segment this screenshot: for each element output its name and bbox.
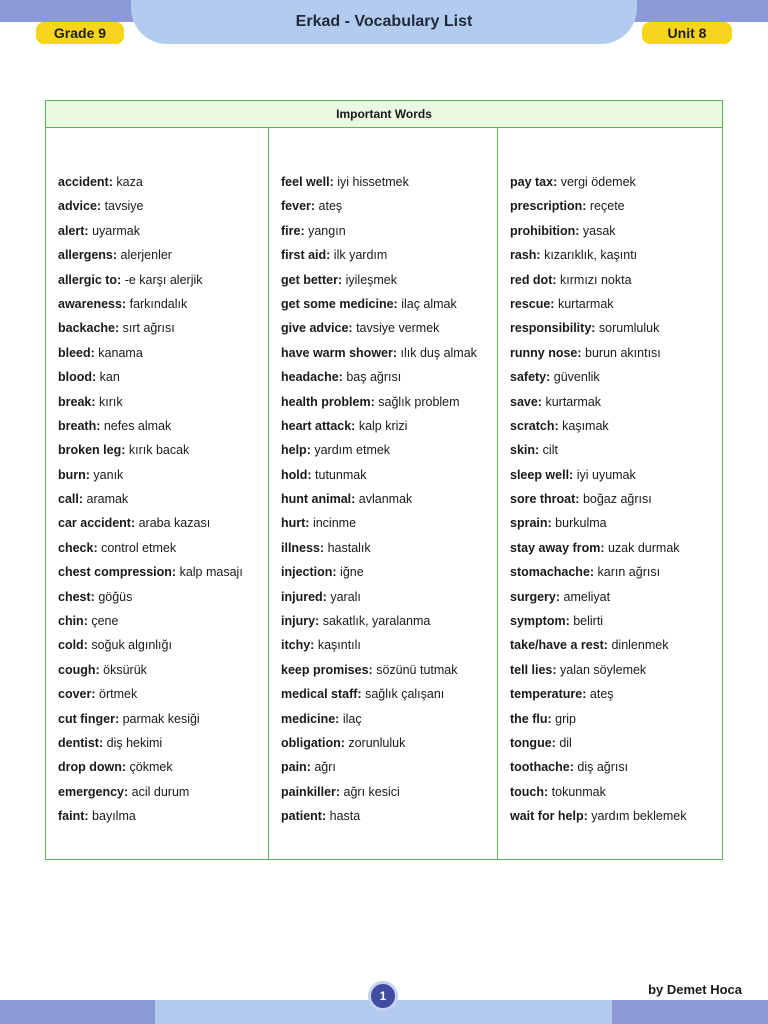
vocabulary-word: fever: — [281, 199, 316, 214]
vocabulary-word: sore throat: — [510, 492, 580, 507]
vocabulary-word: touch: — [510, 784, 549, 799]
vocabulary-word: drop down: — [58, 760, 127, 775]
vocabulary-entry — [58, 292, 268, 316]
vocabulary-meaning: diş ağrısı — [577, 760, 629, 775]
vocabulary-entry — [510, 243, 722, 267]
vocabulary-meaning: yalan söylemek — [560, 662, 647, 677]
top-band-right — [628, 0, 768, 22]
vocabulary-meaning: aramak — [86, 492, 129, 507]
vocabulary-meaning: sorumluluk — [598, 321, 660, 336]
vocabulary-entry — [510, 292, 722, 316]
vocabulary-entry — [510, 536, 722, 560]
vocabulary-meaning: yanık — [93, 467, 124, 482]
vocabulary-meaning: parmak kesiği — [122, 711, 200, 726]
vocabulary-meaning: iğne — [340, 565, 364, 580]
vocabulary-entry — [58, 585, 268, 609]
vocabulary-meaning: karın ağrısı — [597, 565, 661, 580]
vocabulary-entry — [281, 268, 497, 292]
vocabulary-meaning: -e karşı alerjik — [124, 272, 203, 287]
vocabulary-word: cough: — [58, 662, 100, 677]
vocabulary-word: cold: — [58, 638, 88, 653]
vocabulary-entry — [281, 682, 497, 706]
vocabulary-meaning: vergi ödemek — [560, 175, 636, 189]
vocabulary-word: medical staff: — [281, 687, 362, 702]
vocabulary-meaning: nefes almak — [103, 418, 172, 433]
vocabulary-entry — [510, 780, 722, 804]
vocabulary-entry — [58, 707, 268, 731]
vocabulary-meaning: kalp masajı — [179, 565, 243, 580]
vocabulary-columns — [46, 128, 722, 859]
vocabulary-entry — [58, 682, 268, 706]
vocabulary-word: first aid: — [281, 248, 331, 263]
vocabulary-entry — [58, 536, 268, 560]
vocabulary-meaning: diş hekimi — [106, 735, 163, 750]
vocabulary-entry — [281, 658, 497, 682]
vocabulary-word: get better: — [281, 272, 343, 287]
vocabulary-meaning: incinme — [312, 516, 357, 531]
vocabulary-word: chest: — [58, 589, 95, 604]
page-title: Erkad - Vocabulary List — [295, 13, 473, 30]
vocabulary-entry — [510, 341, 722, 365]
vocabulary-entry — [281, 755, 497, 779]
vocabulary-word: injection: — [281, 565, 337, 580]
vocabulary-meaning: soğuk algınlığı — [91, 638, 172, 653]
vocabulary-meaning: sakatlık, yaralanma — [322, 614, 431, 629]
vocabulary-meaning: örtmek — [99, 687, 138, 702]
vocabulary-meaning: uyarmak — [92, 223, 140, 238]
vocabulary-entry — [58, 780, 268, 804]
vocabulary-word: headache: — [281, 370, 343, 385]
vocabulary-entry — [510, 268, 722, 292]
vocabulary-meaning: sırt ağrısı — [122, 321, 175, 336]
vocabulary-box — [45, 100, 723, 860]
vocabulary-entry — [58, 390, 268, 414]
vocabulary-word: rescue: — [510, 296, 555, 311]
vocabulary-entry — [510, 390, 722, 414]
vocabulary-meaning: kan — [99, 370, 120, 385]
vocabulary-word: heart attack: — [281, 418, 356, 433]
vocabulary-meaning: hasta — [329, 809, 361, 824]
vocabulary-meaning: dinlenmek — [611, 638, 669, 653]
vocabulary-meaning: yardım etmek — [314, 443, 391, 458]
vocabulary-word: pay tax: — [510, 175, 558, 189]
vocabulary-entry — [510, 463, 722, 487]
vocabulary-word: stomachache: — [510, 565, 595, 580]
vocabulary-meaning: iyi uyumak — [576, 467, 636, 482]
vocabulary-meaning: bayılma — [92, 809, 136, 824]
vocabulary-meaning: kızarıklık, kaşıntı — [544, 248, 638, 263]
vocabulary-entry — [510, 365, 722, 389]
vocabulary-meaning: acil durum — [131, 784, 190, 799]
vocabulary-word: rash: — [510, 248, 541, 263]
vocabulary-meaning: iyi hissetmek — [337, 175, 409, 189]
vocabulary-word: accident: — [58, 175, 113, 189]
top-band-left — [0, 0, 140, 22]
vocabulary-word: injury: — [281, 614, 320, 629]
vocabulary-word: advice: — [58, 199, 102, 214]
vocabulary-word: cover: — [58, 687, 96, 702]
vocabulary-meaning: yasak — [582, 223, 616, 238]
vocabulary-meaning: araba kazası — [138, 516, 211, 531]
vocabulary-word: skin: — [510, 443, 540, 458]
vocabulary-word: safety: — [510, 370, 551, 385]
vocabulary-entry — [281, 560, 497, 584]
vocabulary-meaning: burkulma — [555, 516, 607, 531]
vocabulary-meaning: kaşımak — [562, 418, 609, 433]
vocabulary-word: faint: — [58, 809, 89, 824]
vocabulary-entry — [510, 755, 722, 779]
vocabulary-meaning: ilaç almak — [401, 296, 457, 311]
page-number-badge: 1 — [368, 981, 398, 1011]
vocabulary-entry — [281, 316, 497, 340]
vocabulary-entry — [510, 219, 722, 243]
vocabulary-meaning: zorunluluk — [348, 735, 406, 750]
vocabulary-meaning: kurtarmak — [557, 296, 614, 311]
vocabulary-meaning: ilk yardım — [333, 248, 388, 263]
vocabulary-word: itchy: — [281, 638, 315, 653]
vocabulary-meaning: boğaz ağrısı — [582, 492, 652, 507]
vocabulary-meaning: yardım beklemek — [591, 809, 687, 824]
vocabulary-meaning: avlanmak — [358, 492, 413, 507]
vocabulary-word: obligation: — [281, 735, 345, 750]
vocabulary-word: prescription: — [510, 199, 587, 214]
vocabulary-meaning: burun akıntısı — [585, 345, 661, 360]
vocabulary-word: cut finger: — [58, 711, 120, 726]
vocabulary-column-1 — [46, 128, 269, 859]
vocabulary-entry — [510, 609, 722, 633]
vocabulary-entry — [510, 585, 722, 609]
bottom-band-right — [612, 1000, 768, 1024]
vocabulary-column-2 — [269, 128, 498, 859]
vocabulary-meaning: öksürük — [103, 662, 147, 677]
vocabulary-word: emergency: — [58, 784, 129, 799]
vocabulary-entry — [58, 609, 268, 633]
vocabulary-word: toothache: — [510, 760, 574, 775]
vocabulary-entry — [510, 414, 722, 438]
vocabulary-entry — [510, 560, 722, 584]
vocabulary-word: fire: — [281, 223, 305, 238]
vocabulary-meaning: güvenlik — [553, 370, 600, 385]
vocabulary-word: dentist: — [58, 735, 104, 750]
vocabulary-word: tongue: — [510, 735, 556, 750]
vocabulary-word: call: — [58, 492, 84, 507]
vocabulary-entry — [281, 292, 497, 316]
vocabulary-word: red dot: — [510, 272, 557, 287]
vocabulary-entry — [58, 243, 268, 267]
vocabulary-entry — [58, 487, 268, 511]
unit-badge: Unit 8 — [642, 22, 732, 44]
vocabulary-entry — [281, 487, 497, 511]
vocabulary-entry — [58, 804, 268, 828]
vocabulary-word: allergens: — [58, 248, 118, 263]
vocabulary-meaning: kırık bacak — [128, 443, 190, 458]
vocabulary-entry — [281, 731, 497, 755]
vocabulary-word: get some medicine: — [281, 296, 398, 311]
vocabulary-entry — [281, 511, 497, 535]
vocabulary-meaning: sağlık çalışanı — [365, 687, 445, 702]
vocabulary-meaning: hastalık — [327, 540, 371, 555]
vocabulary-entry — [281, 219, 497, 243]
vocabulary-entry — [58, 194, 268, 218]
vocabulary-entry — [58, 170, 268, 194]
vocabulary-meaning: kırmızı nokta — [560, 272, 632, 287]
vocabulary-meaning: kurtarmak — [545, 394, 602, 409]
vocabulary-word: backache: — [58, 321, 120, 336]
vocabulary-meaning: ilaç — [342, 711, 362, 726]
vocabulary-meaning: ateş — [318, 199, 343, 214]
vocabulary-entry — [510, 658, 722, 682]
vocabulary-word: temperature: — [510, 687, 587, 702]
vocabulary-word: surgery: — [510, 589, 561, 604]
vocabulary-entry — [510, 682, 722, 706]
vocabulary-word: chin: — [58, 614, 88, 629]
vocabulary-entry — [510, 511, 722, 535]
vocabulary-entry — [58, 341, 268, 365]
vocabulary-word: symptom: — [510, 614, 570, 629]
vocabulary-meaning: çene — [91, 614, 119, 629]
vocabulary-entry — [281, 536, 497, 560]
vocabulary-meaning: kırık — [99, 394, 123, 409]
vocabulary-word: medicine: — [281, 711, 340, 726]
vocabulary-meaning: ağrı — [314, 760, 336, 775]
vocabulary-word: break: — [58, 394, 96, 409]
vocabulary-word: chest compression: — [58, 565, 177, 580]
vocabulary-entry — [281, 463, 497, 487]
grade-badge: Grade 9 — [36, 22, 124, 44]
vocabulary-word: patient: — [281, 809, 327, 824]
vocabulary-meaning: reçete — [589, 199, 625, 214]
vocabulary-meaning: grip — [555, 711, 576, 726]
vocabulary-meaning: sözünü tutmak — [376, 662, 458, 677]
vocabulary-word: hunt animal: — [281, 492, 356, 507]
vocabulary-word: wait for help: — [510, 809, 588, 824]
vocabulary-meaning: dil — [559, 735, 572, 750]
vocabulary-entry — [281, 633, 497, 657]
vocabulary-entry — [58, 365, 268, 389]
vocabulary-meaning: ağrı kesici — [343, 784, 400, 799]
vocabulary-entry — [510, 487, 722, 511]
vocabulary-word: responsibility: — [510, 321, 596, 336]
vocabulary-word: hold: — [281, 467, 312, 482]
vocabulary-meaning: kalp krizi — [358, 418, 408, 433]
vocabulary-word: sleep well: — [510, 467, 574, 482]
vocabulary-entry — [281, 609, 497, 633]
vocabulary-entry — [58, 731, 268, 755]
vocabulary-column-3 — [498, 128, 722, 859]
vocabulary-word: broken leg: — [58, 443, 126, 458]
vocabulary-entry — [58, 414, 268, 438]
vocabulary-word: stay away from: — [510, 540, 605, 555]
vocabulary-entry — [281, 585, 497, 609]
vocabulary-entry — [281, 780, 497, 804]
vocabulary-entry — [281, 243, 497, 267]
vocabulary-meaning: iyileşmek — [345, 272, 398, 287]
vocabulary-word: save: — [510, 394, 542, 409]
vocabulary-meaning: baş ağrısı — [346, 370, 402, 385]
vocabulary-meaning: control etmek — [101, 540, 177, 555]
vocabulary-meaning: farkındalık — [129, 296, 188, 311]
vocabulary-entry — [281, 170, 497, 194]
vocabulary-entry — [58, 219, 268, 243]
vocabulary-word: hurt: — [281, 516, 310, 531]
vocabulary-entry — [281, 414, 497, 438]
vocabulary-entry — [510, 731, 722, 755]
vocabulary-entry — [58, 755, 268, 779]
vocabulary-word: burn: — [58, 467, 90, 482]
vocabulary-word: alert: — [58, 223, 89, 238]
vocabulary-word: runny nose: — [510, 345, 582, 360]
vocabulary-word: injured: — [281, 589, 327, 604]
vocabulary-meaning: ameliyat — [563, 589, 611, 604]
vocabulary-entry — [281, 438, 497, 462]
vocabulary-meaning: tutunmak — [315, 467, 367, 482]
author-credit: by Demet Hoca — [648, 982, 742, 997]
vocabulary-meaning: yangın — [308, 223, 346, 238]
vocabulary-word: sprain: — [510, 516, 552, 531]
vocabulary-entry — [58, 268, 268, 292]
vocabulary-entry — [281, 707, 497, 731]
vocabulary-word: illness: — [281, 540, 325, 555]
vocabulary-entry — [58, 511, 268, 535]
vocabulary-meaning: ılık duş almak — [400, 345, 477, 360]
vocabulary-meaning: tavsiye — [104, 199, 144, 214]
vocabulary-entry — [281, 365, 497, 389]
vocabulary-meaning: göğüs — [98, 589, 133, 604]
vocabulary-meaning: tokunmak — [551, 784, 606, 799]
vocabulary-entry — [58, 316, 268, 340]
vocabulary-word: the flu: — [510, 711, 552, 726]
vocabulary-word: take/have a rest: — [510, 638, 608, 653]
vocabulary-meaning: yaralı — [330, 589, 361, 604]
vocabulary-entry — [510, 170, 722, 194]
vocabulary-word: blood: — [58, 370, 97, 385]
vocabulary-entry — [281, 341, 497, 365]
vocabulary-entry — [510, 804, 722, 828]
vocabulary-meaning: alerjenler — [120, 248, 172, 263]
vocabulary-entry — [58, 438, 268, 462]
vocabulary-word: have warm shower: — [281, 345, 398, 360]
vocabulary-entry — [58, 560, 268, 584]
vocabulary-word: scratch: — [510, 418, 559, 433]
vocabulary-entry — [510, 438, 722, 462]
vocabulary-meaning: belirti — [573, 614, 604, 629]
vocabulary-meaning: kanama — [98, 345, 143, 360]
vocabulary-meaning: çökmek — [129, 760, 173, 775]
vocabulary-entry — [281, 194, 497, 218]
vocabulary-entry — [510, 633, 722, 657]
vocabulary-word: allergic to: — [58, 272, 122, 287]
vocabulary-entry — [510, 707, 722, 731]
vocabulary-entry — [58, 633, 268, 657]
vocabulary-entry — [510, 316, 722, 340]
vocabulary-meaning: uzak durmak — [607, 540, 680, 555]
bottom-band-left — [0, 1000, 155, 1024]
vocabulary-word: feel well: — [281, 175, 334, 189]
vocabulary-word: check: — [58, 540, 98, 555]
box-heading: Important Words — [46, 101, 722, 128]
vocabulary-word: help: — [281, 443, 311, 458]
vocabulary-word: breath: — [58, 418, 101, 433]
vocabulary-word: prohibition: — [510, 223, 580, 238]
title-tab — [131, 0, 637, 44]
vocabulary-meaning: kaza — [116, 175, 143, 189]
vocabulary-word: keep promises: — [281, 662, 373, 677]
vocabulary-word: give advice: — [281, 321, 353, 336]
vocabulary-meaning: ateş — [589, 687, 614, 702]
vocabulary-word: bleed: — [58, 345, 95, 360]
vocabulary-word: health problem: — [281, 394, 375, 409]
vocabulary-entry — [58, 463, 268, 487]
vocabulary-meaning: kaşıntılı — [317, 638, 361, 653]
vocabulary-entry — [58, 658, 268, 682]
vocabulary-word: pain: — [281, 760, 311, 775]
vocabulary-entry — [281, 804, 497, 828]
vocabulary-meaning: cilt — [542, 443, 558, 458]
vocabulary-entry — [510, 194, 722, 218]
vocabulary-entry — [281, 390, 497, 414]
vocabulary-meaning: sağlık problem — [378, 394, 460, 409]
vocabulary-word: car accident: — [58, 516, 136, 531]
vocabulary-word: painkiller: — [281, 784, 341, 799]
vocabulary-meaning: tavsiye vermek — [356, 321, 440, 336]
vocabulary-word: awareness: — [58, 296, 127, 311]
vocabulary-word: tell lies: — [510, 662, 557, 677]
